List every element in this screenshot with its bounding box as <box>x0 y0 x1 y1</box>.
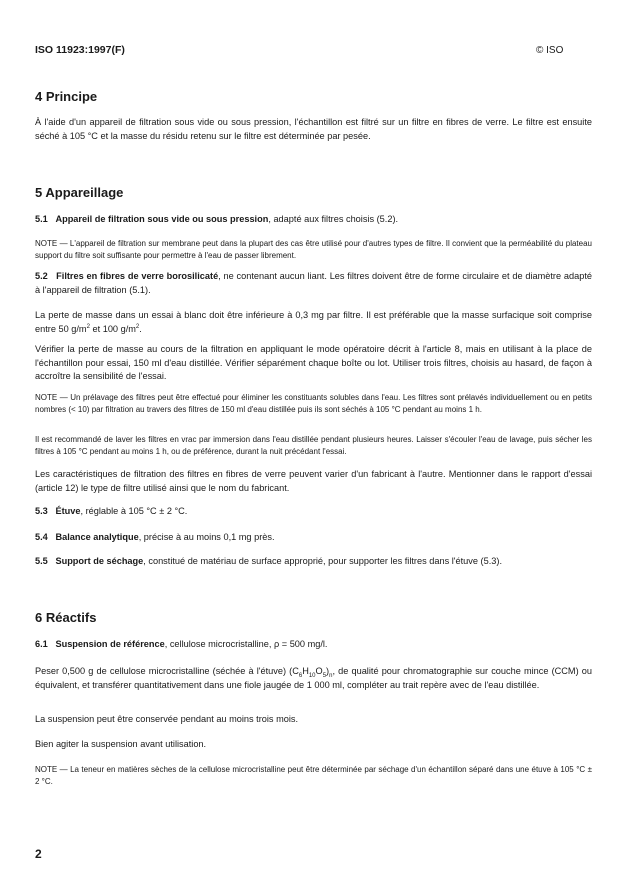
clause-5-1 <box>35 213 592 227</box>
clause-number: 6.1 <box>35 639 48 649</box>
clause-number: 5.4 <box>35 532 48 542</box>
superscript: 2 <box>86 323 90 330</box>
clause-text: , ne contenant aucun liant. Les filtres doivent être de forme circulaire et de diamètre adapté à l'appareil de filtration (5.1). <box>35 271 592 295</box>
clause-5-4 <box>35 531 592 545</box>
section-4-paragraph: À l'aide d'un appareil de filtration sous vide ou sous pression, l'échantillon est filtré sur un filtre en fibres de verre. Le filtre est ensuite séché à 105 °C et la masse du résidu retenu sur le filtre est déterminée par pesée. <box>35 117 592 141</box>
clause-term: Filtres en fibres de verre borosilicaté <box>56 271 219 281</box>
text-run: . <box>139 323 142 334</box>
clause-text: , précise à au moins 0,1 mg près. <box>138 532 275 542</box>
paragraph-storage: La suspension peut être conservée pendant au moins trois mois. <box>35 714 299 724</box>
text-run: et 100 g/m <box>89 323 136 334</box>
section-5-title: 5 Appareillage <box>35 185 124 200</box>
paragraph-blank-test <box>35 309 592 336</box>
text-run: Peser 0,500 g de cellulose microcristalline (séchée à l'étuve) (C <box>35 666 299 676</box>
superscript: 2 <box>135 323 140 330</box>
document-id: ISO 11923:1997(F) <box>35 44 125 56</box>
text-run: O <box>315 666 323 676</box>
note-6-1: NOTE — La teneur en matières sèches de la cellulose microcristalline peut être déterminée par séchage d'un échantillon séparé dans une étuve à 105 °C ± 2 °C. <box>35 765 592 786</box>
subscript: 5 <box>322 672 327 679</box>
section-4-title: 4 Principe <box>35 89 98 104</box>
clause-term: Suspension de référence <box>55 639 165 649</box>
clause-6-1 <box>35 638 592 652</box>
subscript: n <box>329 672 333 679</box>
clause-number: 5.1 <box>35 214 48 224</box>
clause-text: , cellulose microcristalline, ρ = 500 mg/l. <box>164 639 328 649</box>
section-6-title: 6 Réactifs <box>35 610 97 625</box>
subscript: 10 <box>308 672 316 679</box>
clause-term: Appareil de filtration sous vide ou sous pression <box>55 214 269 224</box>
text-run: La perte de masse dans un essai à blanc doit être inférieure à 0,3 mg par filtre. Il est préférable que la masse surfacique soit comprise entre 50 g/m <box>35 310 592 334</box>
copyright: © ISO <box>536 45 564 56</box>
text-run: ) <box>326 666 330 676</box>
text-run: H <box>302 666 309 676</box>
paragraph-weighing <box>35 665 592 692</box>
page-number: 2 <box>35 847 42 861</box>
clause-5-5 <box>35 555 592 569</box>
note-5-2-continued: Il est recommandé de laver les filtres en vrac par immersion dans l'eau distillée pendant plusieurs heures. Laisser s'écouler l'eau de lavage, puis sécher les filtres à 105 °C pendant au moins 1 h, ou de préférence, durant la nuit précédant l'essai. <box>35 435 592 456</box>
note-5-2: NOTE — Un prélavage des filtres peut être effectué pour éliminer les constituants solubles dans l'eau. Les filtres sont prélavés individuellement ou en petits nombres (< 10) par filtration au travers des filtres de 150 ml d'eau distillée puis ils sont séchés à 105 °C pendant au moins 1 h. <box>35 393 592 414</box>
text-run: , de qualité pour chromatographie sur couche mince (CCM) ou équivalent, et transférer quantitativement dans une fiole jaugée de 1 000 ml, compléter au trait repère avec de l'eau distillée. <box>35 666 592 690</box>
clause-number: 5.5 <box>35 556 48 566</box>
paragraph-mass-loss: Vérifier la perte de masse au cours de la filtration en appliquant le mode opératoire décrit à l'article 8, mais en utilisant à la place de l'échantillon pour essai, 150 ml d'eau distillée. Vérifier séparément chaque boîte ou lot. Utiliser trois filtres, choisis au hasard, de façon à accroître la sensibilité de l'essai. <box>35 344 592 381</box>
clause-5-2 <box>35 270 592 297</box>
clause-term: Étuve <box>55 506 81 516</box>
clause-text: , réglable à 105 °C ± 2 °C. <box>80 506 188 516</box>
clause-number: 5.3 <box>35 506 48 516</box>
subscript: 6 <box>298 672 303 679</box>
clause-5-3 <box>35 505 592 519</box>
clause-term: Balance analytique <box>55 532 139 542</box>
paragraph-shake: Bien agiter la suspension avant utilisation. <box>35 739 207 749</box>
clause-text: , adapté aux filtres choisis (5.2). <box>268 214 399 224</box>
paragraph-characteristics: Les caractéristiques de filtration des filtres en fibres de verre peuvent varier d'un fabricant à l'autre. Mentionner dans le rapport d'essai (article 12) le type de filtre utilisé ainsi que le nom du fabricant. <box>35 469 592 493</box>
note-5-1: NOTE — L'appareil de filtration sur membrane peut dans la plupart des cas être utilisé pour d'autres types de filtre. Il convient que la perméabilité du plateau support du filtre soit suffisante pour permettre à l'eau de passer librement. <box>35 239 592 260</box>
clause-number: 5.2 <box>35 271 48 281</box>
clause-text: , constitué de matériau de surface approprié, pour supporter les filtres dans l'étuve (5.3). <box>143 556 502 566</box>
clause-term: Support de séchage <box>55 556 144 566</box>
